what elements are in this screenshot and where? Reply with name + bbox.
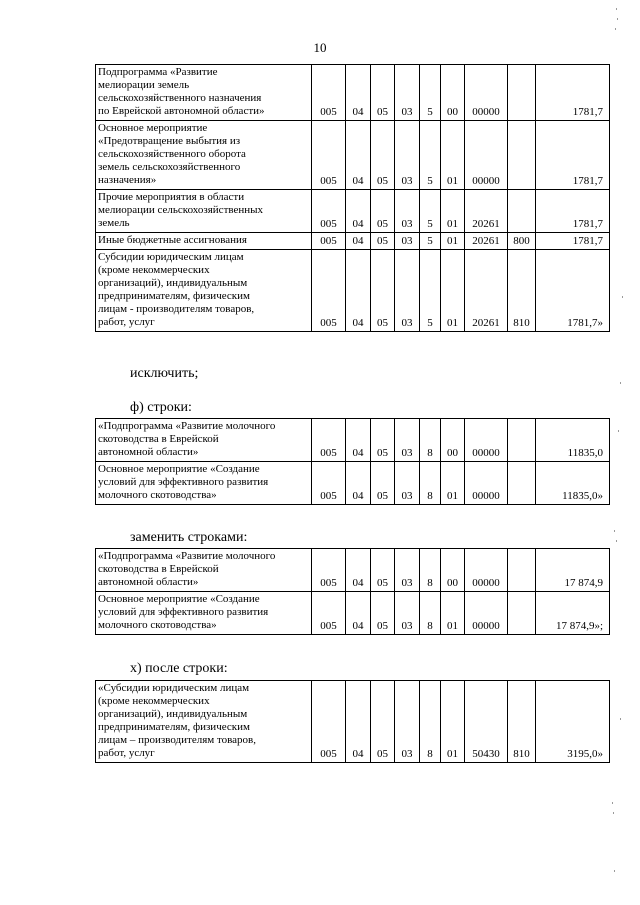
code-cell-c8 xyxy=(508,190,536,233)
code-cell-c7: 00000 xyxy=(465,592,508,635)
row-name-line: предпринимателям, физическим xyxy=(98,721,250,733)
amount-cell: 1781,7 xyxy=(536,65,610,121)
code-cell-c5: 8 xyxy=(420,549,441,592)
scan-noise-margin xyxy=(610,0,630,905)
code-cell-c2: 04 xyxy=(346,190,371,233)
code-cell-c7: 00000 xyxy=(465,462,508,505)
row-name-line: «Предотвращение выбытия из xyxy=(98,135,241,147)
table-row xyxy=(96,233,610,250)
row-name-cell xyxy=(96,65,312,121)
row-name-line: Основное мероприятие xyxy=(98,122,208,134)
row-name-line: земель сельскохозяйственного xyxy=(98,161,241,173)
code-cell-c5: 8 xyxy=(420,462,441,505)
row-name-line: молочного скотоводства» xyxy=(98,489,217,501)
amount-cell: 1781,7 xyxy=(536,121,610,190)
code-cell-c6: 01 xyxy=(441,592,465,635)
row-name-line: Прочие мероприятия в области xyxy=(98,191,245,203)
code-cell-c4: 03 xyxy=(395,190,420,233)
code-cell-c3: 05 xyxy=(371,592,395,635)
code-cell-c7: 20261 xyxy=(465,250,508,332)
amount-cell: 3195,0» xyxy=(536,681,610,763)
code-cell-c6: 01 xyxy=(441,681,465,763)
code-cell-c2: 04 xyxy=(346,592,371,635)
table-row xyxy=(96,190,610,233)
code-cell-c5: 8 xyxy=(420,681,441,763)
code-cell-c2: 04 xyxy=(346,681,371,763)
amount-cell: 1781,7 xyxy=(536,190,610,233)
code-cell-c1: 005 xyxy=(312,681,346,763)
code-cell-c6: 01 xyxy=(441,462,465,505)
code-cell-c7: 20261 xyxy=(465,233,508,250)
row-name-cell xyxy=(96,462,312,505)
row-name-line: условий для эффективного развития xyxy=(98,476,269,488)
code-cell-c5: 5 xyxy=(420,190,441,233)
row-name-line: «Подпрограмма «Развитие молочного xyxy=(98,550,276,562)
budget-table-after-row xyxy=(95,680,610,763)
code-cell-c2: 04 xyxy=(346,65,371,121)
code-cell-c8 xyxy=(508,65,536,121)
row-name-line: мелиорации земель xyxy=(98,79,190,91)
amount-cell: 1781,7» xyxy=(536,250,610,332)
budget-table-replacement-rows xyxy=(95,548,610,635)
row-name-cell xyxy=(96,190,312,233)
row-name-line: работ, услуг xyxy=(98,747,155,759)
code-cell-c3: 05 xyxy=(371,549,395,592)
code-cell-c8 xyxy=(508,549,536,592)
row-name-line: сельскохозяйственного назначения xyxy=(98,92,262,104)
amount-cell: 17 874,9»; xyxy=(536,592,610,635)
page-number: 10 xyxy=(313,40,327,55)
code-cell-c1: 005 xyxy=(312,233,346,250)
row-name-cell xyxy=(96,233,312,250)
caption-replace: заменить строками: xyxy=(130,530,248,545)
row-name-line: работ, услуг xyxy=(98,316,155,328)
code-cell-c7: 50430 xyxy=(465,681,508,763)
row-name-line: мелиорации сельскохозяйственных xyxy=(98,204,264,216)
row-name-line: земель xyxy=(98,217,130,229)
code-cell-c3: 05 xyxy=(371,250,395,332)
budget-table-rows-to-replace xyxy=(95,418,610,505)
code-cell-c8 xyxy=(508,121,536,190)
row-name-line: Иные бюджетные ассигнования xyxy=(98,234,247,246)
table-row xyxy=(96,250,610,332)
row-name-line: автономной области» xyxy=(98,446,199,458)
code-cell-c1: 005 xyxy=(312,250,346,332)
table-row xyxy=(96,65,610,121)
row-name-cell xyxy=(96,250,312,332)
caption-exclude: исключить; xyxy=(130,366,199,381)
code-cell-c4: 03 xyxy=(395,65,420,121)
code-cell-c6: 00 xyxy=(441,65,465,121)
table-row xyxy=(96,549,610,592)
code-cell-c4: 03 xyxy=(395,250,420,332)
code-cell-c4: 03 xyxy=(395,549,420,592)
code-cell-c6: 00 xyxy=(441,419,465,462)
code-cell-c2: 04 xyxy=(346,121,371,190)
row-name-line: лицам - производителям товаров, xyxy=(98,303,255,315)
code-cell-c5: 8 xyxy=(420,419,441,462)
amount-cell: 11835,0 xyxy=(536,419,610,462)
code-cell-c3: 05 xyxy=(371,121,395,190)
code-cell-c4: 03 xyxy=(395,592,420,635)
code-cell-c3: 05 xyxy=(371,233,395,250)
amount-cell: 11835,0» xyxy=(536,462,610,505)
code-cell-c8 xyxy=(508,592,536,635)
row-name-line: по Еврейской автономной области» xyxy=(98,105,265,117)
row-name-line: Подпрограмма «Развитие xyxy=(98,66,218,78)
code-cell-c2: 04 xyxy=(346,250,371,332)
table-row xyxy=(96,462,610,505)
row-name-line: (кроме некоммерческих xyxy=(98,264,210,276)
amount-cell: 17 874,9 xyxy=(536,549,610,592)
code-cell-c5: 8 xyxy=(420,592,441,635)
code-cell-c8: 800 xyxy=(508,233,536,250)
row-name-line: условий для эффективного развития xyxy=(98,606,269,618)
row-name-cell xyxy=(96,549,312,592)
code-cell-c5: 5 xyxy=(420,121,441,190)
code-cell-c3: 05 xyxy=(371,681,395,763)
code-cell-c1: 005 xyxy=(312,549,346,592)
caption-section-f: ф) строки: xyxy=(130,400,192,415)
code-cell-c1: 005 xyxy=(312,592,346,635)
code-cell-c1: 005 xyxy=(312,419,346,462)
row-name-line: молочного скотоводства» xyxy=(98,619,217,631)
code-cell-c5: 5 xyxy=(420,233,441,250)
amount-cell: 1781,7 xyxy=(536,233,610,250)
row-name-line: Субсидии юридическим лицам xyxy=(98,251,244,263)
code-cell-c8 xyxy=(508,419,536,462)
code-cell-c7: 00000 xyxy=(465,65,508,121)
row-name-line: «Субсидии юридическим лицам xyxy=(98,682,250,694)
code-cell-c2: 04 xyxy=(346,549,371,592)
row-name-line: (кроме некоммерческих xyxy=(98,695,210,707)
row-name-line: предпринимателям, физическим xyxy=(98,290,250,302)
code-cell-c4: 03 xyxy=(395,462,420,505)
code-cell-c8: 810 xyxy=(508,250,536,332)
row-name-cell xyxy=(96,592,312,635)
code-cell-c7: 20261 xyxy=(465,190,508,233)
code-cell-c1: 005 xyxy=(312,121,346,190)
code-cell-c3: 05 xyxy=(371,190,395,233)
row-name-line: Основное мероприятие «Создание xyxy=(98,463,260,475)
code-cell-c3: 05 xyxy=(371,65,395,121)
code-cell-c1: 005 xyxy=(312,65,346,121)
table-row xyxy=(96,681,610,763)
code-cell-c6: 01 xyxy=(441,190,465,233)
code-cell-c4: 03 xyxy=(395,681,420,763)
code-cell-c3: 05 xyxy=(371,419,395,462)
code-cell-c7: 00000 xyxy=(465,419,508,462)
code-cell-c8: 810 xyxy=(508,681,536,763)
code-cell-c5: 5 xyxy=(420,250,441,332)
table-row xyxy=(96,419,610,462)
row-name-line: сельскохозяйственного оборота xyxy=(98,148,246,160)
code-cell-c6: 01 xyxy=(441,121,465,190)
row-name-line: организаций), индивидуальным xyxy=(98,708,248,720)
row-name-line: Основное мероприятие «Создание xyxy=(98,593,260,605)
code-cell-c2: 04 xyxy=(346,419,371,462)
row-name-line: лицам – производителям товаров, xyxy=(98,734,256,746)
code-cell-c5: 5 xyxy=(420,65,441,121)
row-name-line: назначения» xyxy=(98,174,157,186)
code-cell-c4: 03 xyxy=(395,121,420,190)
code-cell-c3: 05 xyxy=(371,462,395,505)
code-cell-c7: 00000 xyxy=(465,121,508,190)
code-cell-c4: 03 xyxy=(395,233,420,250)
code-cell-c2: 04 xyxy=(346,462,371,505)
row-name-cell xyxy=(96,121,312,190)
row-name-cell xyxy=(96,419,312,462)
row-name-cell xyxy=(96,681,312,763)
code-cell-c1: 005 xyxy=(312,462,346,505)
code-cell-c4: 03 xyxy=(395,419,420,462)
row-name-line: автономной области» xyxy=(98,576,199,588)
table-row xyxy=(96,121,610,190)
code-cell-c6: 01 xyxy=(441,250,465,332)
caption-section-x: х) после строки: xyxy=(130,661,228,676)
code-cell-c6: 01 xyxy=(441,233,465,250)
budget-table-excluded-rows xyxy=(95,64,610,332)
row-name-line: скотоводства в Еврейской xyxy=(98,433,219,445)
code-cell-c7: 00000 xyxy=(465,549,508,592)
code-cell-c8 xyxy=(508,462,536,505)
code-cell-c2: 04 xyxy=(346,233,371,250)
table-row xyxy=(96,592,610,635)
code-cell-c6: 00 xyxy=(441,549,465,592)
row-name-line: организаций), индивидуальным xyxy=(98,277,248,289)
code-cell-c1: 005 xyxy=(312,190,346,233)
row-name-line: «Подпрограмма «Развитие молочного xyxy=(98,420,276,432)
row-name-line: скотоводства в Еврейской xyxy=(98,563,219,575)
